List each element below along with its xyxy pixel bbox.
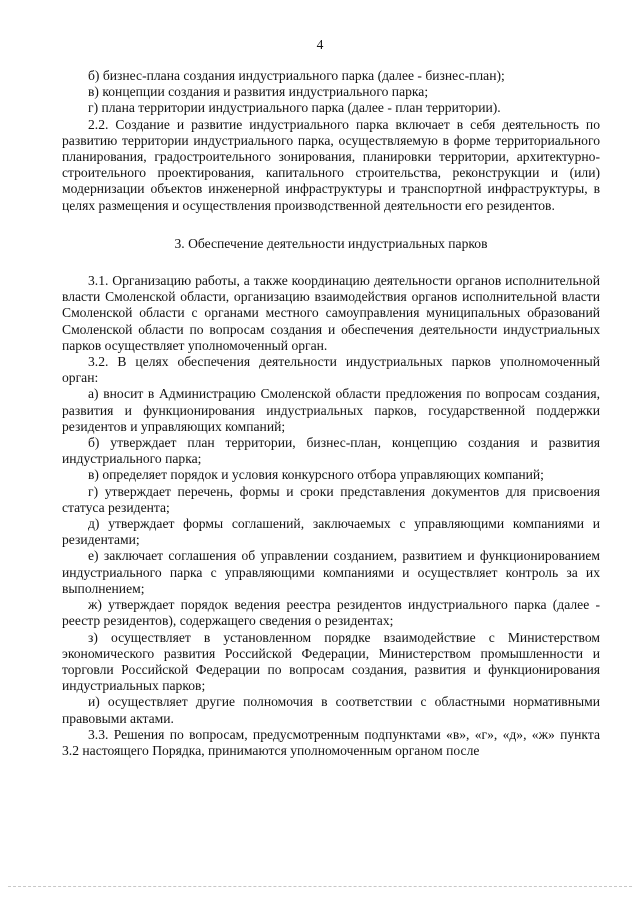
footer-divider bbox=[8, 886, 632, 887]
paragraph-item-b: б) бизнес-плана создания индустриального парка (далее - бизнес-план); bbox=[88, 68, 505, 83]
list-item-b: б) утверждает план территории, бизнес-план, концепцию создания и развития индустриального парка; bbox=[62, 435, 600, 467]
list-item-a: а) вносит в Администрацию Смоленской области предложения по вопросам создания, развития и функционирования индустриальных парков, государственной поддержки резидентов и управляющих компаний; bbox=[62, 386, 600, 434]
list-item-i: и) осуществляет другие полномочия в соответствии с областными нормативными правовыми актами. bbox=[62, 694, 600, 726]
list-item-zh: ж) утверждает порядок ведения реестра резидентов индустриального парка (далее - реестр резидентов), содержащего сведения о резидентах; bbox=[62, 597, 600, 629]
list-item-z: з) осуществляет в установленном порядке взаимодействие с Министерством экономического развития Российской Федерации, Министерством промышленности и торговли Российской Федерации по вопросам создания, развития и функционирования индустриальных парков; bbox=[62, 629, 600, 694]
paragraph-3-1: 3.1. Организацию работы, а также координацию деятельности органов исполнительной власти Смоленской области, организацию взаимодействия органов исполнительной власти Смоленской области с органами местного самоуправления муниципальных образований Смоленской области по вопросам создания и обеспечения деятельности индустриальных парков осуществляет уполномоченный орган. bbox=[62, 273, 600, 353]
page-number: 4 bbox=[316, 37, 324, 52]
paragraph-3-3: 3.3. Решения по вопросам, предусмотренным подпунктами «в», «г», «д», «ж» пункта 3.2 настоящего Порядка, принимаются уполномоченным органом после bbox=[62, 726, 600, 758]
paragraph-2-2: 2.2. Создание и развитие индустриального парка включает в себя деятельность по развитию территории индустриального парка, осуществляемую в форме территориального планирования, градостроительного зонирования, планировки территории, архитектурно-строительного проектирования, капитального строительства, реконструкции и (или) модернизации объектов инженерной инфраструктуры и транспортной инфраструктуры, в целях размещения и осуществления производственной деятельности его резидентов. bbox=[62, 116, 600, 213]
list-item-v: в) определяет порядок и условия конкурсного отбора управляющих компаний; bbox=[88, 467, 544, 483]
list-item-d: д) утверждает формы соглашений, заключаемых с управляющими компаниями и резидентами; bbox=[62, 516, 600, 548]
paragraph-item-v: в) концепции создания и развития индустриального парка; bbox=[88, 84, 429, 100]
document-body bbox=[62, 68, 600, 759]
paragraph-item-g: г) плана территории индустриального парка (далее - план территории). bbox=[88, 100, 501, 116]
paragraph-3-2: 3.2. В целях обеспечения деятельности индустриальных парков уполномоченный орган: bbox=[62, 354, 600, 386]
list-item-e: е) заключает соглашения об управлении созданием, развитием и функционированием индустриального парка с управляющими компаниями и осуществляет контроль за их выполнением; bbox=[62, 548, 600, 596]
list-item-g: г) утверждает перечень, формы и сроки представления документов для присвоения статуса резидента; bbox=[62, 483, 600, 515]
section-heading: 3. Обеспечение деятельности индустриальных парков bbox=[174, 235, 488, 251]
